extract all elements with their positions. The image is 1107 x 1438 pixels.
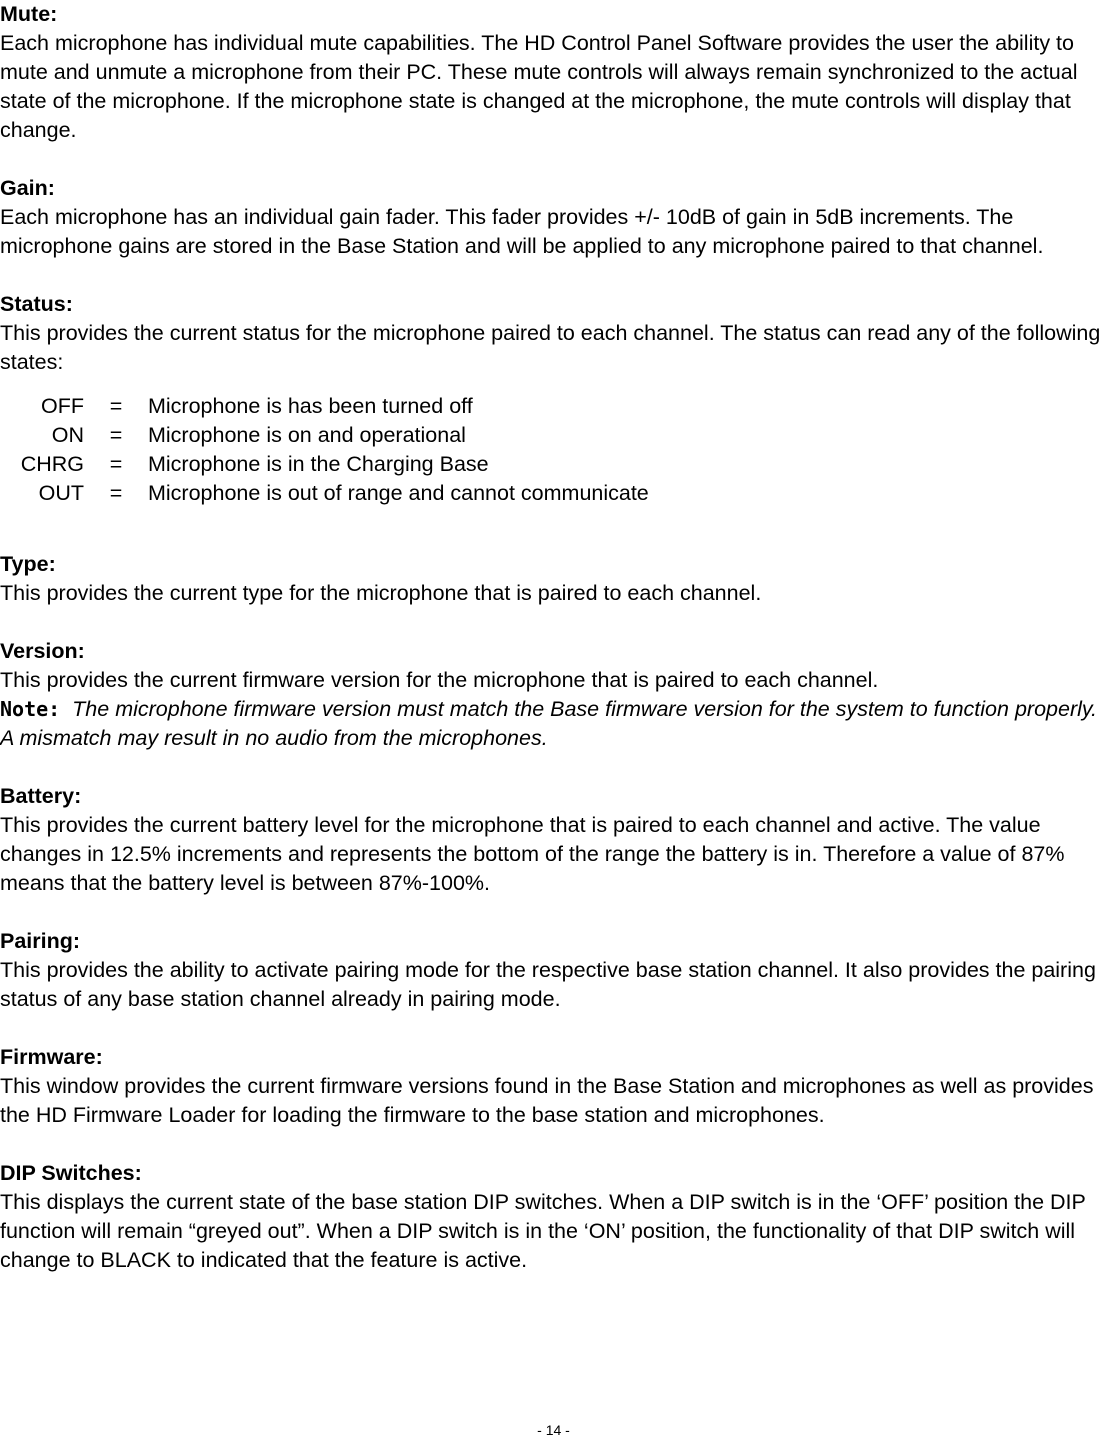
type-body: This provides the current type for the microphone that is paired to each channel.	[0, 581, 762, 605]
section-version	[0, 637, 1107, 753]
version-body: This provides the current firmware version for the microphone that is paired to each channel.	[0, 668, 879, 692]
state-equals: =	[109, 481, 123, 505]
dip-heading: DIP Switches:	[0, 1161, 142, 1185]
status-state-row	[0, 392, 649, 421]
page-number: - 14 -	[537, 1422, 570, 1438]
status-heading: Status:	[0, 292, 73, 316]
status-state-row	[0, 421, 649, 450]
version-heading: Version:	[0, 639, 85, 663]
state-code: OFF	[41, 394, 84, 418]
state-description: Microphone is has been turned off	[148, 394, 473, 418]
section-type	[0, 550, 1107, 608]
dip-body: This displays the current state of the base station DIP switches. When a DIP switch is in the ‘OFF’ position the DIP function will remain “greyed out”. When a DIP switch is in the ‘ON’ position, the functionality of that DIP switch will change to BLACK to indicated that the feature is active.	[0, 1190, 1086, 1272]
note-label: Note:	[0, 697, 61, 721]
battery-body: This provides the current battery level for the microphone that is paired to each channel and active. The value changes in 12.5% increments and represents the bottom of the range the battery is in. Therefore a value of 87% means that the battery level is between 87%-100%.	[0, 813, 1065, 895]
gain-heading: Gain:	[0, 176, 55, 200]
state-code: OUT	[38, 481, 84, 505]
pairing-heading: Pairing:	[0, 929, 81, 953]
mute-body: Each microphone has individual mute capabilities. The HD Control Panel Software provides the user the ability to mute and unmute a microphone from their PC. These mute controls will always remain synchronized to the actual state of the microphone. If the microphone state is changed at the microphone, the mute controls will display that change.	[0, 31, 1078, 142]
state-description: Microphone is in the Charging Base	[148, 452, 489, 476]
firmware-heading: Firmware:	[0, 1045, 103, 1069]
state-equals: =	[109, 394, 123, 418]
state-equals: =	[109, 423, 123, 447]
section-dip-switches	[0, 1159, 1107, 1275]
section-firmware	[0, 1043, 1107, 1130]
state-description: Microphone is on and operational	[148, 423, 466, 447]
state-description: Microphone is out of range and cannot communicate	[148, 481, 649, 505]
section-gain	[0, 174, 1107, 261]
status-state-row	[0, 450, 649, 479]
status-states-table	[0, 392, 649, 508]
note-text: The microphone firmware version must match the Base firmware version for the system to function properly. A mismatch may result in no audio from the microphones.	[0, 697, 1098, 750]
state-code: ON	[51, 423, 84, 447]
section-status	[0, 290, 1107, 508]
section-battery	[0, 782, 1107, 898]
status-state-row	[0, 479, 649, 508]
state-equals: =	[109, 452, 123, 476]
pairing-body: This provides the ability to activate pairing mode for the respective base station channel. It also provides the pairing status of any base station channel already in pairing mode.	[0, 958, 1096, 1011]
state-code: CHRG	[20, 452, 84, 476]
gain-body: Each microphone has an individual gain fader. This fader provides +/- 10dB of gain in 5dB increments. The microphone gains are stored in the Base Station and will be applied to any microphone paired to that channel.	[0, 205, 1044, 258]
section-pairing	[0, 927, 1107, 1014]
mute-heading: Mute:	[0, 2, 58, 26]
battery-heading: Battery:	[0, 784, 82, 808]
firmware-body: This window provides the current firmware versions found in the Base Station and microphones as well as provides the HD Firmware Loader for loading the firmware to the base station and microphones.	[0, 1074, 1094, 1127]
version-note	[0, 695, 1107, 753]
section-mute	[0, 0, 1107, 145]
status-body: This provides the current status for the microphone paired to each channel. The status can read any of the following states:	[0, 321, 1101, 374]
type-heading: Type:	[0, 552, 56, 576]
